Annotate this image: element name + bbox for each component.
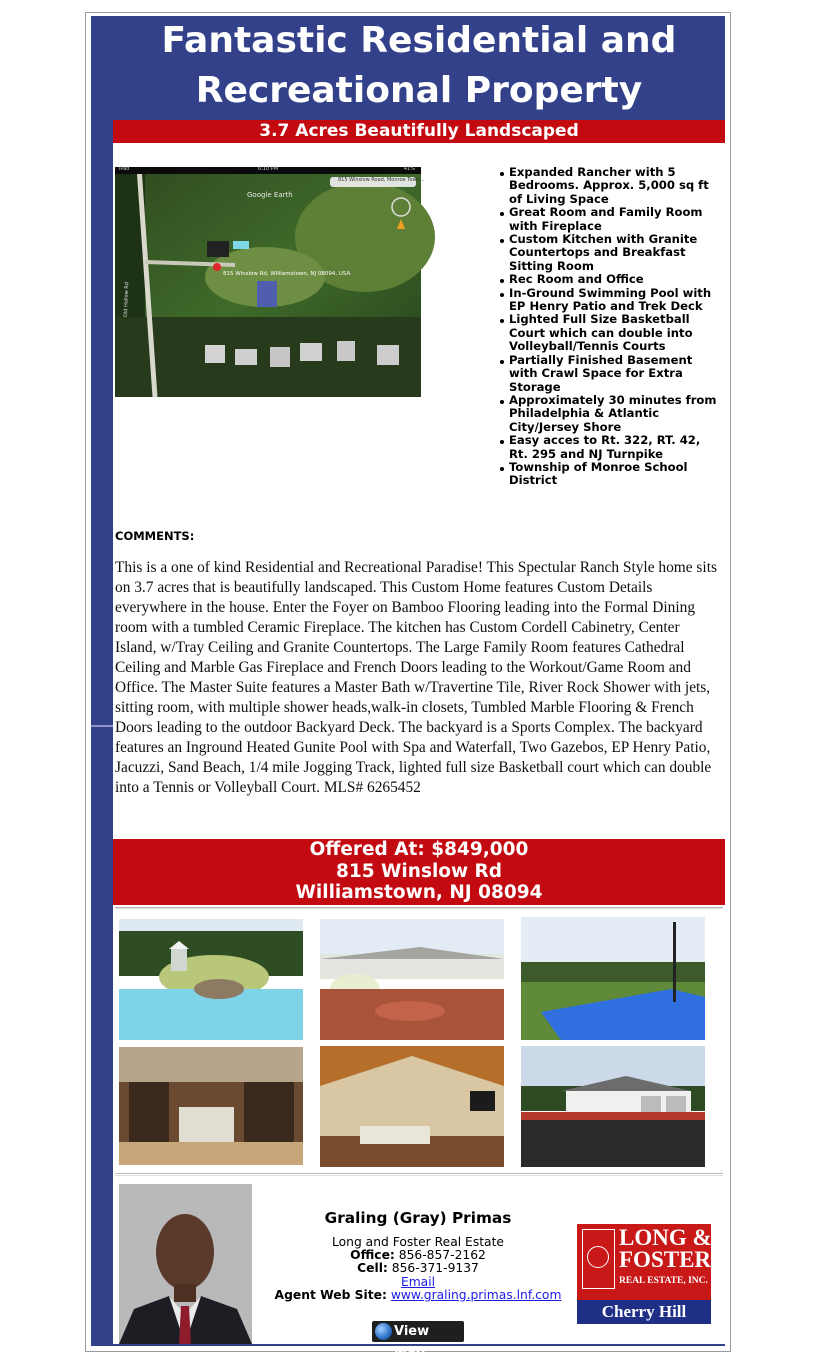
map-road-label: Old Hollow Rd — [123, 281, 131, 318]
feature-item: Partially Finished Basement with Crawl Space for Extra Storage — [498, 354, 720, 394]
office-label: Office: — [350, 1248, 395, 1263]
feature-item: Township of Monroe School District — [498, 461, 720, 488]
feature-item: In-Ground Swimming Pool with EP Henry Patio and Trek Deck — [498, 287, 720, 314]
logo-branch: Cherry Hill — [577, 1300, 711, 1324]
map-brand: Google Earth — [247, 191, 293, 199]
offer-street: 815 Winslow Rd — [335, 860, 503, 882]
house-exterior-photo[interactable] — [521, 1046, 705, 1167]
pool-photo[interactable] — [119, 919, 303, 1040]
bullet-icon — [500, 440, 504, 444]
logo-line2: FOSTER — [619, 1247, 712, 1272]
long-foster-logo — [577, 1224, 711, 1324]
logo-line1: LONG & — [619, 1225, 712, 1250]
feature-item: Approximately 30 minutes from Philadelphia & Atlantic City/Jersey Shore — [498, 394, 720, 434]
logo-line3: REAL ESTATE, INC. — [619, 1276, 708, 1286]
website-link[interactable]: www.graling.primas.lnf.com — [390, 1287, 562, 1302]
offer-city: Williamstown, NJ 08094 — [295, 882, 543, 903]
cell-label: Cell: — [357, 1261, 388, 1276]
aerial-map-image — [115, 166, 425, 397]
bullet-icon — [500, 467, 504, 471]
divider — [115, 907, 723, 909]
comments-text: This is a one of kind Residential and Recreational Paradise! This Spectular Ranch Style home sits on 3.7 acres that is beautifully landscaped. This Custom Home features Custom Details everywhere in the house. Enter the Foyer on Bamboo Flooring leading into the Formal Dining room with a tumbled Ceramic Fireplace. The kitchen has Custom Cordell Cabinetry, Center Island, w/Tray Ceiling and Granite Countertops. The Large Family Room features Cathedral Ceiling and Marble Gas Fireplace and French Doors leading to the Workout/Game Room and Office. The Master Suite features a Master Bath w/Travertine Tile, River Rock Shower with jets, sitting room, with multiple shower heads,walk-in closets, Tumbled Marble Flooring & French Doors leading to the outdoor Backyard Deck. The backyard is a Sports Complex. The backyard features an Inground Heated Gunite Pool with Spa and Waterfall, Two Gazebos, EP Henry Patio, Jacuzzi, Sand Beach, 1/4 mile Jogging Track, lighted full size Basketball court which can double into a Tennis or Volleyball Court. MLS# 6265452 — [115, 559, 717, 796]
agent-contact — [268, 1208, 568, 1302]
website-label: Agent Web Site: — [274, 1287, 387, 1302]
feature-item: Expanded Rancher with 5 Bedrooms. Approx. 5,000 sq ft of Living Space — [498, 166, 720, 206]
feature-item: Rec Room and Office — [498, 273, 720, 286]
bullet-icon — [500, 360, 504, 364]
feature-item: Great Room and Family Room with Fireplace — [498, 206, 720, 233]
basketball-court-photo[interactable] — [521, 917, 705, 1040]
offer-price: Offered At: $849,000 — [309, 839, 529, 860]
feature-item: Lighted Full Size Basketball Court which can double into Volleyball/Tennis Courts — [498, 313, 720, 353]
view-map-label: View Map — [394, 1324, 430, 1360]
bullet-icon — [500, 400, 504, 404]
globe-icon — [375, 1323, 392, 1340]
bullet-icon — [500, 239, 504, 243]
agent-name: Graling (Gray) Primas — [324, 1209, 512, 1227]
bullet-icon — [500, 212, 504, 216]
map-search-text: 815 Winslow Road, Monroe Town... — [338, 177, 425, 183]
family-room-photo[interactable] — [320, 1046, 504, 1167]
agent-photo — [119, 1184, 252, 1344]
map-pin-label: 815 Winslow Rd, Williamstown, NJ 08094, USA — [223, 271, 351, 277]
bullet-icon — [500, 279, 504, 283]
feature-item: Easy acces to Rt. 322, RT. 42, Rt. 295 and NJ Turnpike — [498, 434, 720, 461]
agent-company: Long and Foster Real Estate — [332, 1235, 504, 1249]
comments-heading: COMMENTS: — [115, 529, 195, 543]
cell-phone: 856-371-9137 — [391, 1261, 479, 1276]
feature-list — [498, 166, 720, 488]
status-carrier: iPad — [119, 166, 130, 172]
page-title: Fantastic Residential and Recreational Property — [161, 20, 677, 111]
email-link[interactable]: Email — [400, 1274, 436, 1289]
view-map-button[interactable] — [372, 1321, 464, 1360]
bullet-icon — [500, 172, 504, 176]
bullet-icon — [500, 319, 504, 323]
kitchen-photo[interactable] — [119, 1047, 303, 1165]
office-phone: 856-857-2162 — [398, 1248, 486, 1263]
status-time: 6:10 PM — [257, 166, 279, 172]
divider — [115, 1173, 723, 1176]
feature-item: Custom Kitchen with Granite Countertops and Breakfast Sitting Room — [498, 233, 720, 273]
bullet-icon — [500, 293, 504, 297]
logo-emblem-icon — [582, 1229, 615, 1289]
patio-photo[interactable] — [320, 919, 504, 1040]
subtitle-banner: 3.7 Acres Beautifully Landscaped — [113, 120, 725, 143]
offer-banner — [113, 839, 725, 905]
status-battery: 41% — [403, 166, 415, 172]
divider-mark — [91, 725, 113, 727]
